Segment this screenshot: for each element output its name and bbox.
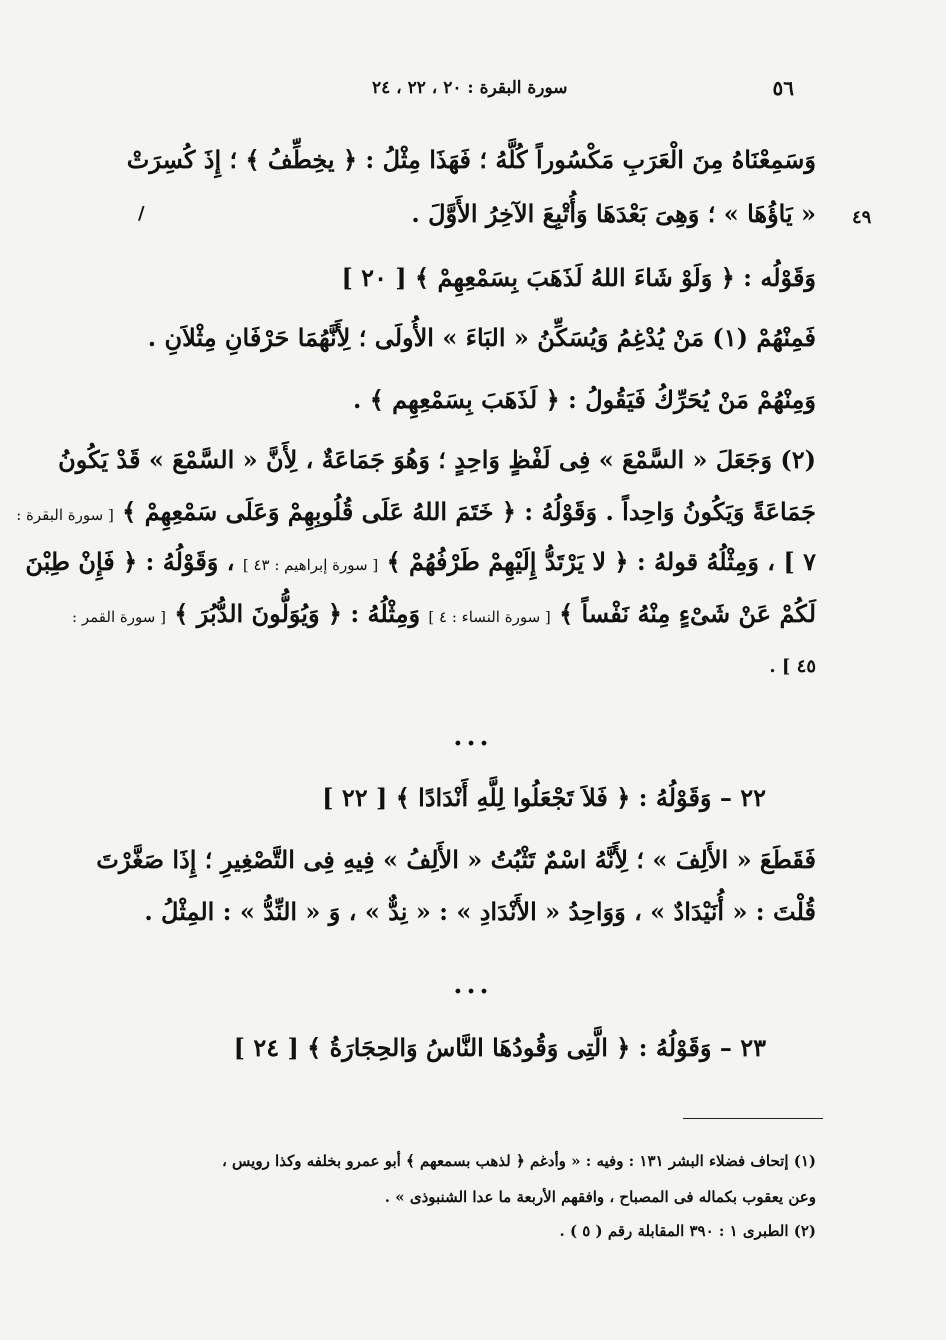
line8-text-a: ٧ ] ، وَمِثْلُهُ قولهُ : ﴿ لا يَرْتَدُّ إِلَيْهِمْ طَرْفُهُمْ ﴾ xyxy=(386,547,816,576)
running-title: سورة البقرة : ٢٠ ، ٢٢ ، ٢٤ xyxy=(372,78,568,98)
ref-ibrahim: [ سورة إبراهيم : ٤٣ ] xyxy=(242,556,379,574)
margin-slash: / xyxy=(138,203,145,224)
ref-baqara: [ سورة البقرة : xyxy=(16,506,114,524)
line7-text: جَمَاعَةً وَيَكُونُ وَاحِداً . وَقَوْلُهُ : ﴿ خَتَمَ اللهُ عَلَى قُلُوبِهِمْ وَعَلَى سَمْعِهِمْ ﴾ xyxy=(122,497,816,526)
section-separator: ... xyxy=(453,722,493,752)
section-22-line-2: قُلْتَ : « أُنَيْدَادٌ » ، وَوَاحِدُ « الأَنْدَادِ » : « نِدٌّ » ، وَ « النِّدُّ » : المِثْلُ . xyxy=(144,897,816,926)
body-line-5: وَمِنْهُمْ مَنْ يُحَرِّكُ فَيَقُولُ : ﴿ لَذَهَبَ بِسَمْعِهِم ﴾ . xyxy=(353,385,816,414)
line8-text-b: ، وَقَوْلُهُ : ﴿ فَإِنْ طِبْنَ xyxy=(25,547,235,576)
section-23-heading: ٢٣ – وَقَوْلُهُ : ﴿ الَّتِى وَقُودُهَا النَّاسُ وَالحِجَارَةُ ﴾ [ ٢٤ ] xyxy=(233,1033,766,1062)
footnote-rule xyxy=(683,1118,823,1119)
footnote-2: (٢) الطبرى ١ : ٣٩٠ المقابلة رقم ( ٥ ) . xyxy=(559,1222,816,1240)
section-separator: ... xyxy=(453,970,493,1000)
body-line-10: ٤٥ ] . xyxy=(769,656,816,677)
footnote-1: (١) إتحاف فضلاء البشر ١٣١ : وفيه : « وأدغم ﴿ لذهب بسمعهم ﴾ أبو عمرو بخلفه وكذا رويس ، xyxy=(221,1152,816,1170)
page-number: ٥٦ xyxy=(772,76,794,100)
margin-page-number: ٤٩ xyxy=(852,207,872,228)
body-line-7 xyxy=(16,497,816,526)
body-line-8 xyxy=(25,547,816,576)
ref-qamar: [ سورة القمر : xyxy=(72,608,166,626)
body-line-9 xyxy=(72,599,816,628)
line9-text-b: وَمِثْلُهُ : ﴿ وَيُوَلُّونَ الدُّبُرَ ﴾ xyxy=(174,599,421,628)
line9-text-a: لَكُمْ عَنْ شَىْءٍ مِنْهُ نَفْساً ﴾ xyxy=(559,599,816,628)
body-line-4: فَمِنْهُمْ (١) مَنْ يُدْغِمُ وَيُسَكِّنُ « البَاءَ » الأُولَى ؛ لِأَنَّهُمَا حَرْفَانِ مِثْلاَنِ . xyxy=(147,323,816,352)
body-line-2: « يَاؤُهَا » ؛ وَهِىَ بَعْدَهَا وَأُتْبِعَ الآخِرُ الأَوَّلَ . xyxy=(411,199,816,228)
section-22-line-1: فَقَطَعَ « الأَلِفَ » ؛ لِأَنَّهُ اسْمٌ تَثْبُتُ « الأَلِفُ » فِيهِ فِى التَّصْغِيرِ ؛ إِذَا صَغَّرْتَ xyxy=(96,845,816,874)
ref-nisa: [ سورة النساء : ٤ ] xyxy=(428,608,551,626)
body-line-1: وَسَمِعْنَاهُ مِنَ الْعَرَبِ مَكْسُوراً كُلَّهُ ؛ فَهَذَا مِثْلُ : ﴿ يخِطِّفُ ﴾ ؛ إِذَ كُسِرَتْ xyxy=(126,145,816,174)
section-22-heading: ٢٢ – وَقَوْلُهُ : ﴿ فَلاَ تَجْعَلُوا لِلَّهِ أَنْدَادًا ﴾ [ ٢٢ ] xyxy=(322,783,766,812)
body-line-3: وَقَوْلُه : ﴿ وَلَوْ شَاءَ اللهُ لَذَهَبَ بِسَمْعِهِمْ ﴾ [ ٢٠ ] xyxy=(341,263,816,292)
footnote-1-cont: وعن يعقوب بكماله فى المصباح ، وافقهم الأربعة ما عدا الشنبوذى » . xyxy=(384,1188,816,1206)
body-line-6: (٢) وَجَعَلَ « السَّمْعَ » فِى لَفْظٍ وَاحِدٍ ؛ وَهُوَ جَمَاعَةٌ ، لِأَنَّ « السَّمْعَ » قَدْ يَكُونُ xyxy=(58,445,816,474)
